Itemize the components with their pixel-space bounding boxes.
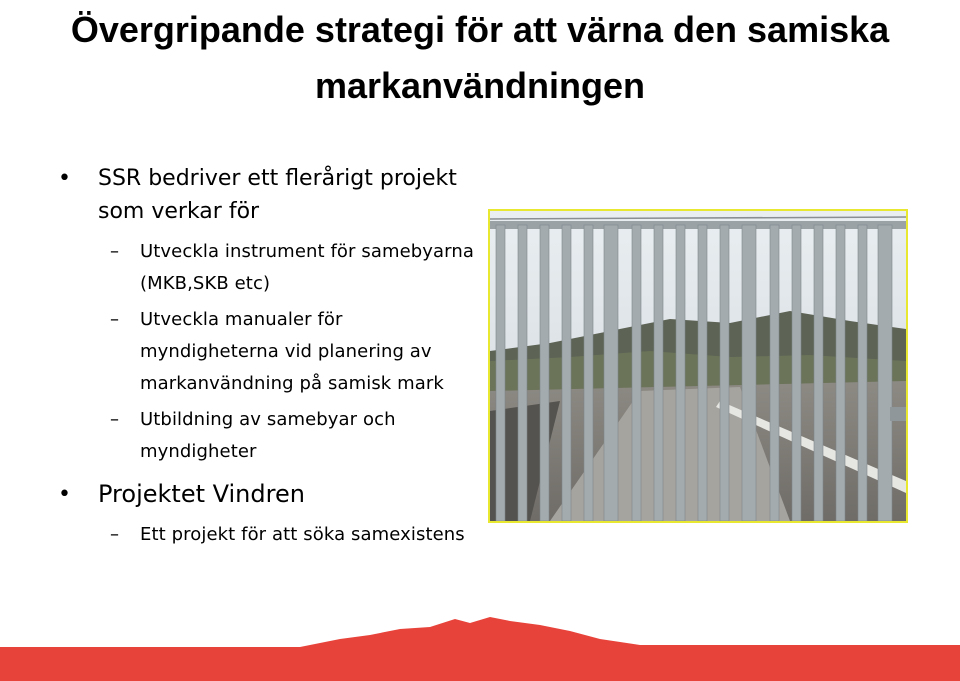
sub-bullet-text: Utveckla manualer för myndigheterna vid planering av markanvändning på samisk mark	[140, 309, 444, 394]
dash-icon: –	[110, 409, 120, 430]
fence-photo-illustration	[490, 211, 906, 521]
red-mountain-silhouette	[0, 617, 960, 681]
decorative-mountain-band	[0, 609, 960, 681]
slide-title: Övergripande strategi för att värna den samiska markanvändningen	[70, 9, 890, 106]
bullet-icon: •	[58, 482, 71, 507]
dash-icon: –	[110, 241, 120, 262]
bullet-text: Projektet Vindren	[98, 480, 305, 508]
sub-bullet-item	[58, 304, 478, 400]
bullet-text: SSR bedriver ett flerårigt projekt som verkar för	[98, 166, 457, 224]
sub-bullet-item	[58, 236, 478, 300]
bullet-item	[58, 478, 478, 511]
dash-icon: –	[110, 309, 120, 330]
bullet-item	[58, 162, 478, 228]
dash-icon: –	[110, 524, 120, 545]
sub-bullet-item	[58, 404, 478, 468]
sub-bullet-item	[58, 519, 478, 551]
sub-bullet-text: Utveckla instrument för samebyarna (MKB,SKB etc)	[140, 241, 475, 294]
sub-bullet-text: Utbildning av samebyar och myndigheter	[140, 409, 396, 462]
bullet-icon: •	[58, 166, 71, 191]
sub-bullet-text: Ett projekt för att söka samexistens	[140, 524, 465, 545]
gate-latch	[890, 407, 906, 421]
bullet-list	[58, 162, 478, 555]
fence-photo	[488, 209, 908, 523]
